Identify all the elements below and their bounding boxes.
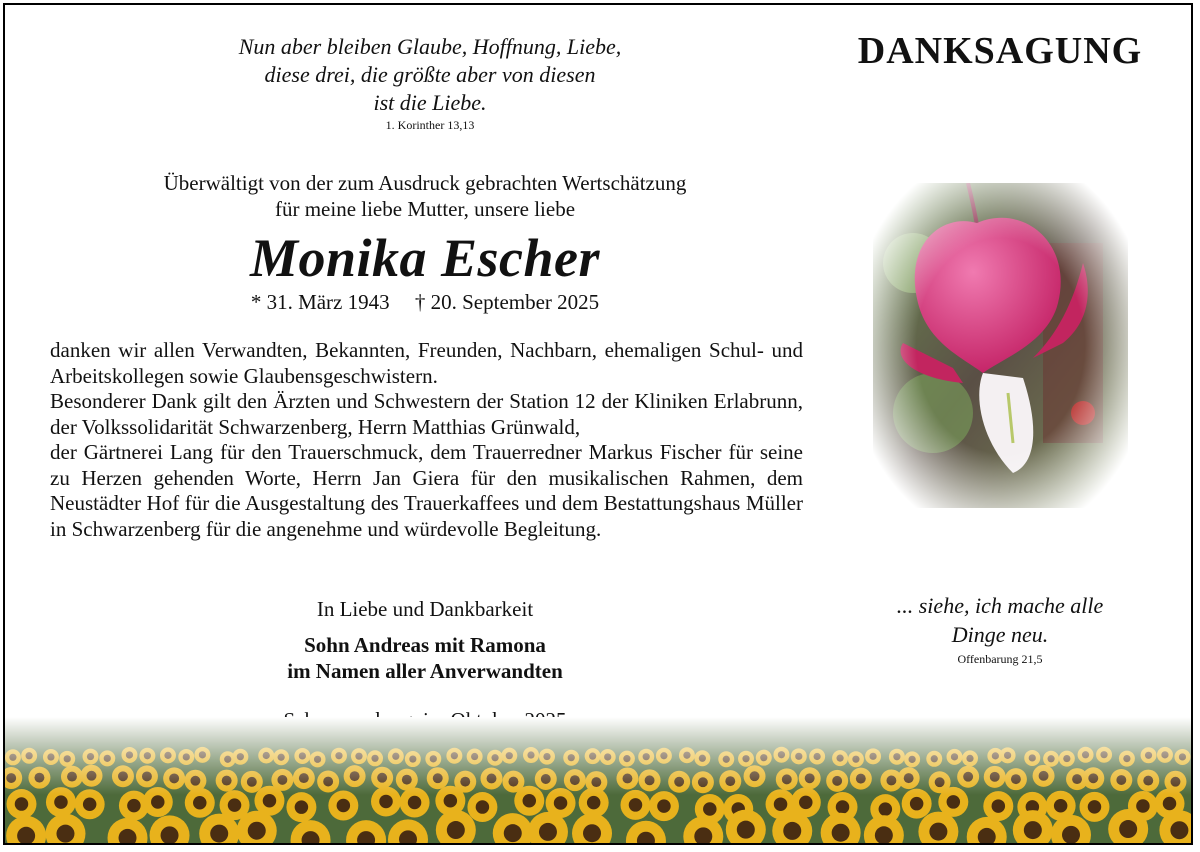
sunflower-field-photo: [5, 717, 1193, 845]
body-paragraph: danken wir allen Verwandten, Bekannten, Freunden, Nachbarn, ehemaligen Schul- und Arbeitskollegen sowie Glaubensgeschwistern.: [50, 338, 803, 388]
death-date: † 20. September 2025: [414, 290, 600, 314]
birth-date: * 31. März 1943: [250, 290, 390, 314]
signers: [155, 632, 695, 684]
deceased-name: Monika Escher: [249, 228, 601, 288]
intro-line: für meine liebe Mutter, unsere liebe: [274, 197, 576, 221]
verse-top: [135, 33, 725, 117]
verse-right-line: Dinge neu.: [951, 622, 1049, 647]
intro-line: Überwältigt von der zum Ausdruck gebrachten Wertschätzung: [163, 171, 687, 195]
signer-line: Sohn Andreas mit Ramona: [304, 633, 546, 657]
body-paragraph: der Gärtnerei Lang für den Trauerschmuck, dem Trauerredner Markus Fischer für seine zu Herzen gehenden Worte, Herrn Jan Giera für den musikalischen Rahmen, dem Neustädter Hof für die Ausgestaltung des Trauerkaffees und dem Bestattungshaus Müller in Schwarzenberg für die angenehme und würdevolle Begleitung.: [50, 440, 803, 541]
body-paragraph: Besonderer Dank gilt den Ärzten und Schwestern der Station 12 der Kliniken Erlabrunn, der Volkssolidarität Schwarzenberg, Herrn Matthias Grünwald,: [50, 389, 803, 439]
signer-line: im Namen aller Anverwandten: [287, 659, 563, 683]
verse-top-line: diese drei, die größte aber von diesen: [264, 62, 596, 87]
page-title: DANKSAGUNG: [857, 30, 1143, 72]
bleeding-heart-flower-photo: [873, 183, 1128, 508]
verse-right-line: ... siehe, ich mache alle: [896, 593, 1104, 618]
verse-right: [855, 591, 1145, 649]
life-dates: [65, 290, 785, 315]
verse-top-line: ist die Liebe.: [373, 90, 487, 115]
obituary-card: [3, 3, 1193, 845]
intro-text: [65, 170, 785, 222]
thanks-body: [50, 338, 803, 542]
closing-line: In Liebe und Dankbarkeit: [316, 597, 534, 621]
verse-top-reference: 1. Korinther 13,13: [385, 118, 475, 132]
verse-top-line: Nun aber bleiben Glaube, Hoffnung, Liebe,: [238, 34, 622, 59]
verse-right-reference: Offenbarung 21,5: [957, 652, 1043, 666]
